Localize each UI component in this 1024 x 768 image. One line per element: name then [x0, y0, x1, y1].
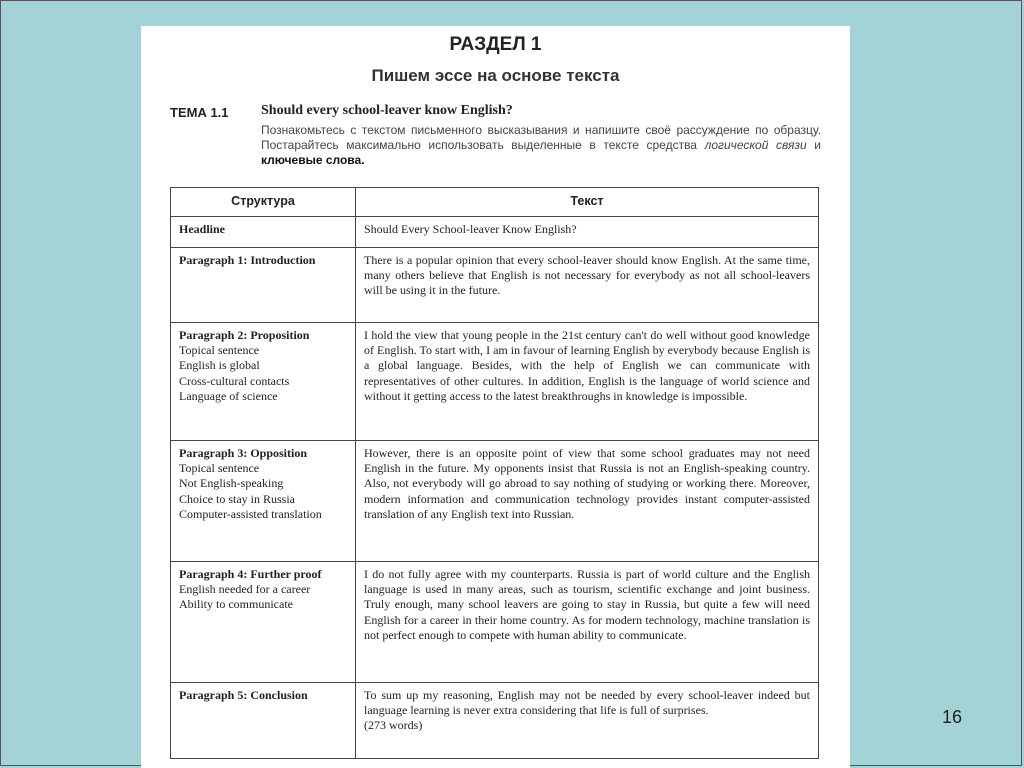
table-row	[171, 562, 819, 683]
section-subtitle: Пишем эссе на основе текста	[371, 66, 620, 85]
structure-item: Cross-cultural contacts	[179, 373, 290, 388]
structure-cell	[171, 323, 356, 441]
structure-item: Topical sentence	[179, 461, 260, 476]
paragraph-text: There is a popular opinion that every school-leaver should know English. At the same time, many others believe that English is not necessary for everybody as not all school-leavers will be using it in the future.	[356, 248, 819, 323]
table-row	[171, 323, 819, 441]
column-header-structure: Структура	[171, 188, 356, 217]
structure-item: Language of science	[179, 388, 278, 403]
structure-cell	[171, 562, 356, 683]
table-row-headline	[171, 217, 819, 248]
topic-label: ТЕМА 1.1	[170, 105, 229, 120]
structure-item: Ability to communicate	[179, 597, 293, 612]
paragraph-title: Paragraph 3: Opposition	[179, 446, 308, 460]
table-row	[171, 441, 819, 562]
word-count: (273 words)	[364, 718, 423, 733]
paragraph-text: I hold the view that young people in the 21st century can't do well without good knowledge of English. To start with, I am in favour of learning English by everybody because English is a global language. Besides, with the help of English we can communicate with representatives of other cultures. In addition, English is the language of world science and without it getting access to the latest breakthroughs in knowledge is impossible.	[356, 323, 819, 441]
headline-label-cell	[171, 217, 356, 248]
paragraph-title: Paragraph 5: Conclusion	[179, 688, 308, 702]
slide-number: 16	[942, 707, 963, 727]
table-header-row	[171, 188, 819, 217]
topic-title: Should every school-leaver know English?	[261, 103, 513, 118]
paragraph-text: To sum up my reasoning, English may not be needed by every school-leaver indeed but language learning is never extra considering that life is full of surprises.	[364, 688, 810, 718]
section-title: РАЗДЕЛ 1	[449, 34, 542, 55]
structure-item: English needed for a career	[179, 582, 311, 597]
essay-structure-table	[170, 187, 819, 759]
paragraph-title: Paragraph 4: Further proof	[179, 567, 322, 581]
paragraph-text: However, there is an opposite point of view that some school graduates may not need English in the future. My opponents insist that Russia is not an English-speaking country. Also, not everybody will go abroad to say nothing of studying or working there. Moreover, modern information and communication technology provides instant computer-assisted translation of any English text into Russian.	[356, 441, 819, 562]
textbook-page	[141, 26, 850, 768]
instructions-and: и	[806, 138, 821, 152]
structure-item: Not English-speaking	[179, 476, 284, 491]
table-row	[171, 683, 819, 759]
table-row	[171, 248, 819, 323]
paragraph-text-cell	[356, 683, 819, 759]
instructions	[261, 123, 821, 168]
instructions-text: Познакомьтесь с текстом письменного высказывания и напишите своё рассуждение по образцу. Постарайтесь максимально использовать выделенные в тексте средства	[261, 123, 821, 152]
structure-item: Topical sentence	[179, 343, 260, 358]
headline-label: Headline	[179, 222, 226, 236]
structure-cell	[171, 248, 356, 323]
instructions-italic: логической связи	[704, 138, 807, 152]
paragraph-text: I do not fully agree with my counterparts. Russia is part of world culture and the English language is used in many areas, such as tourism, scientific exchange and joint business. Truly enough, many school leavers are going to stay in Russia, but quite a few will need English for a career in their home country. As for modern technology, machine translation is not perfect enough to compete with human ability to communicate.	[356, 562, 819, 683]
paragraph-title: Paragraph 1: Introduction	[179, 253, 316, 267]
paragraph-title: Paragraph 2: Proposition	[179, 328, 310, 342]
structure-item: Computer-assisted translation	[179, 506, 322, 521]
structure-item: Choice to stay in Russia	[179, 491, 295, 506]
structure-cell	[171, 683, 356, 759]
column-header-text: Текст	[356, 188, 819, 217]
headline-text: Should Every School-leaver Know English?	[356, 217, 819, 248]
structure-item: English is global	[179, 358, 260, 373]
structure-cell	[171, 441, 356, 562]
instructions-keywords: ключевые слова.	[261, 153, 365, 167]
